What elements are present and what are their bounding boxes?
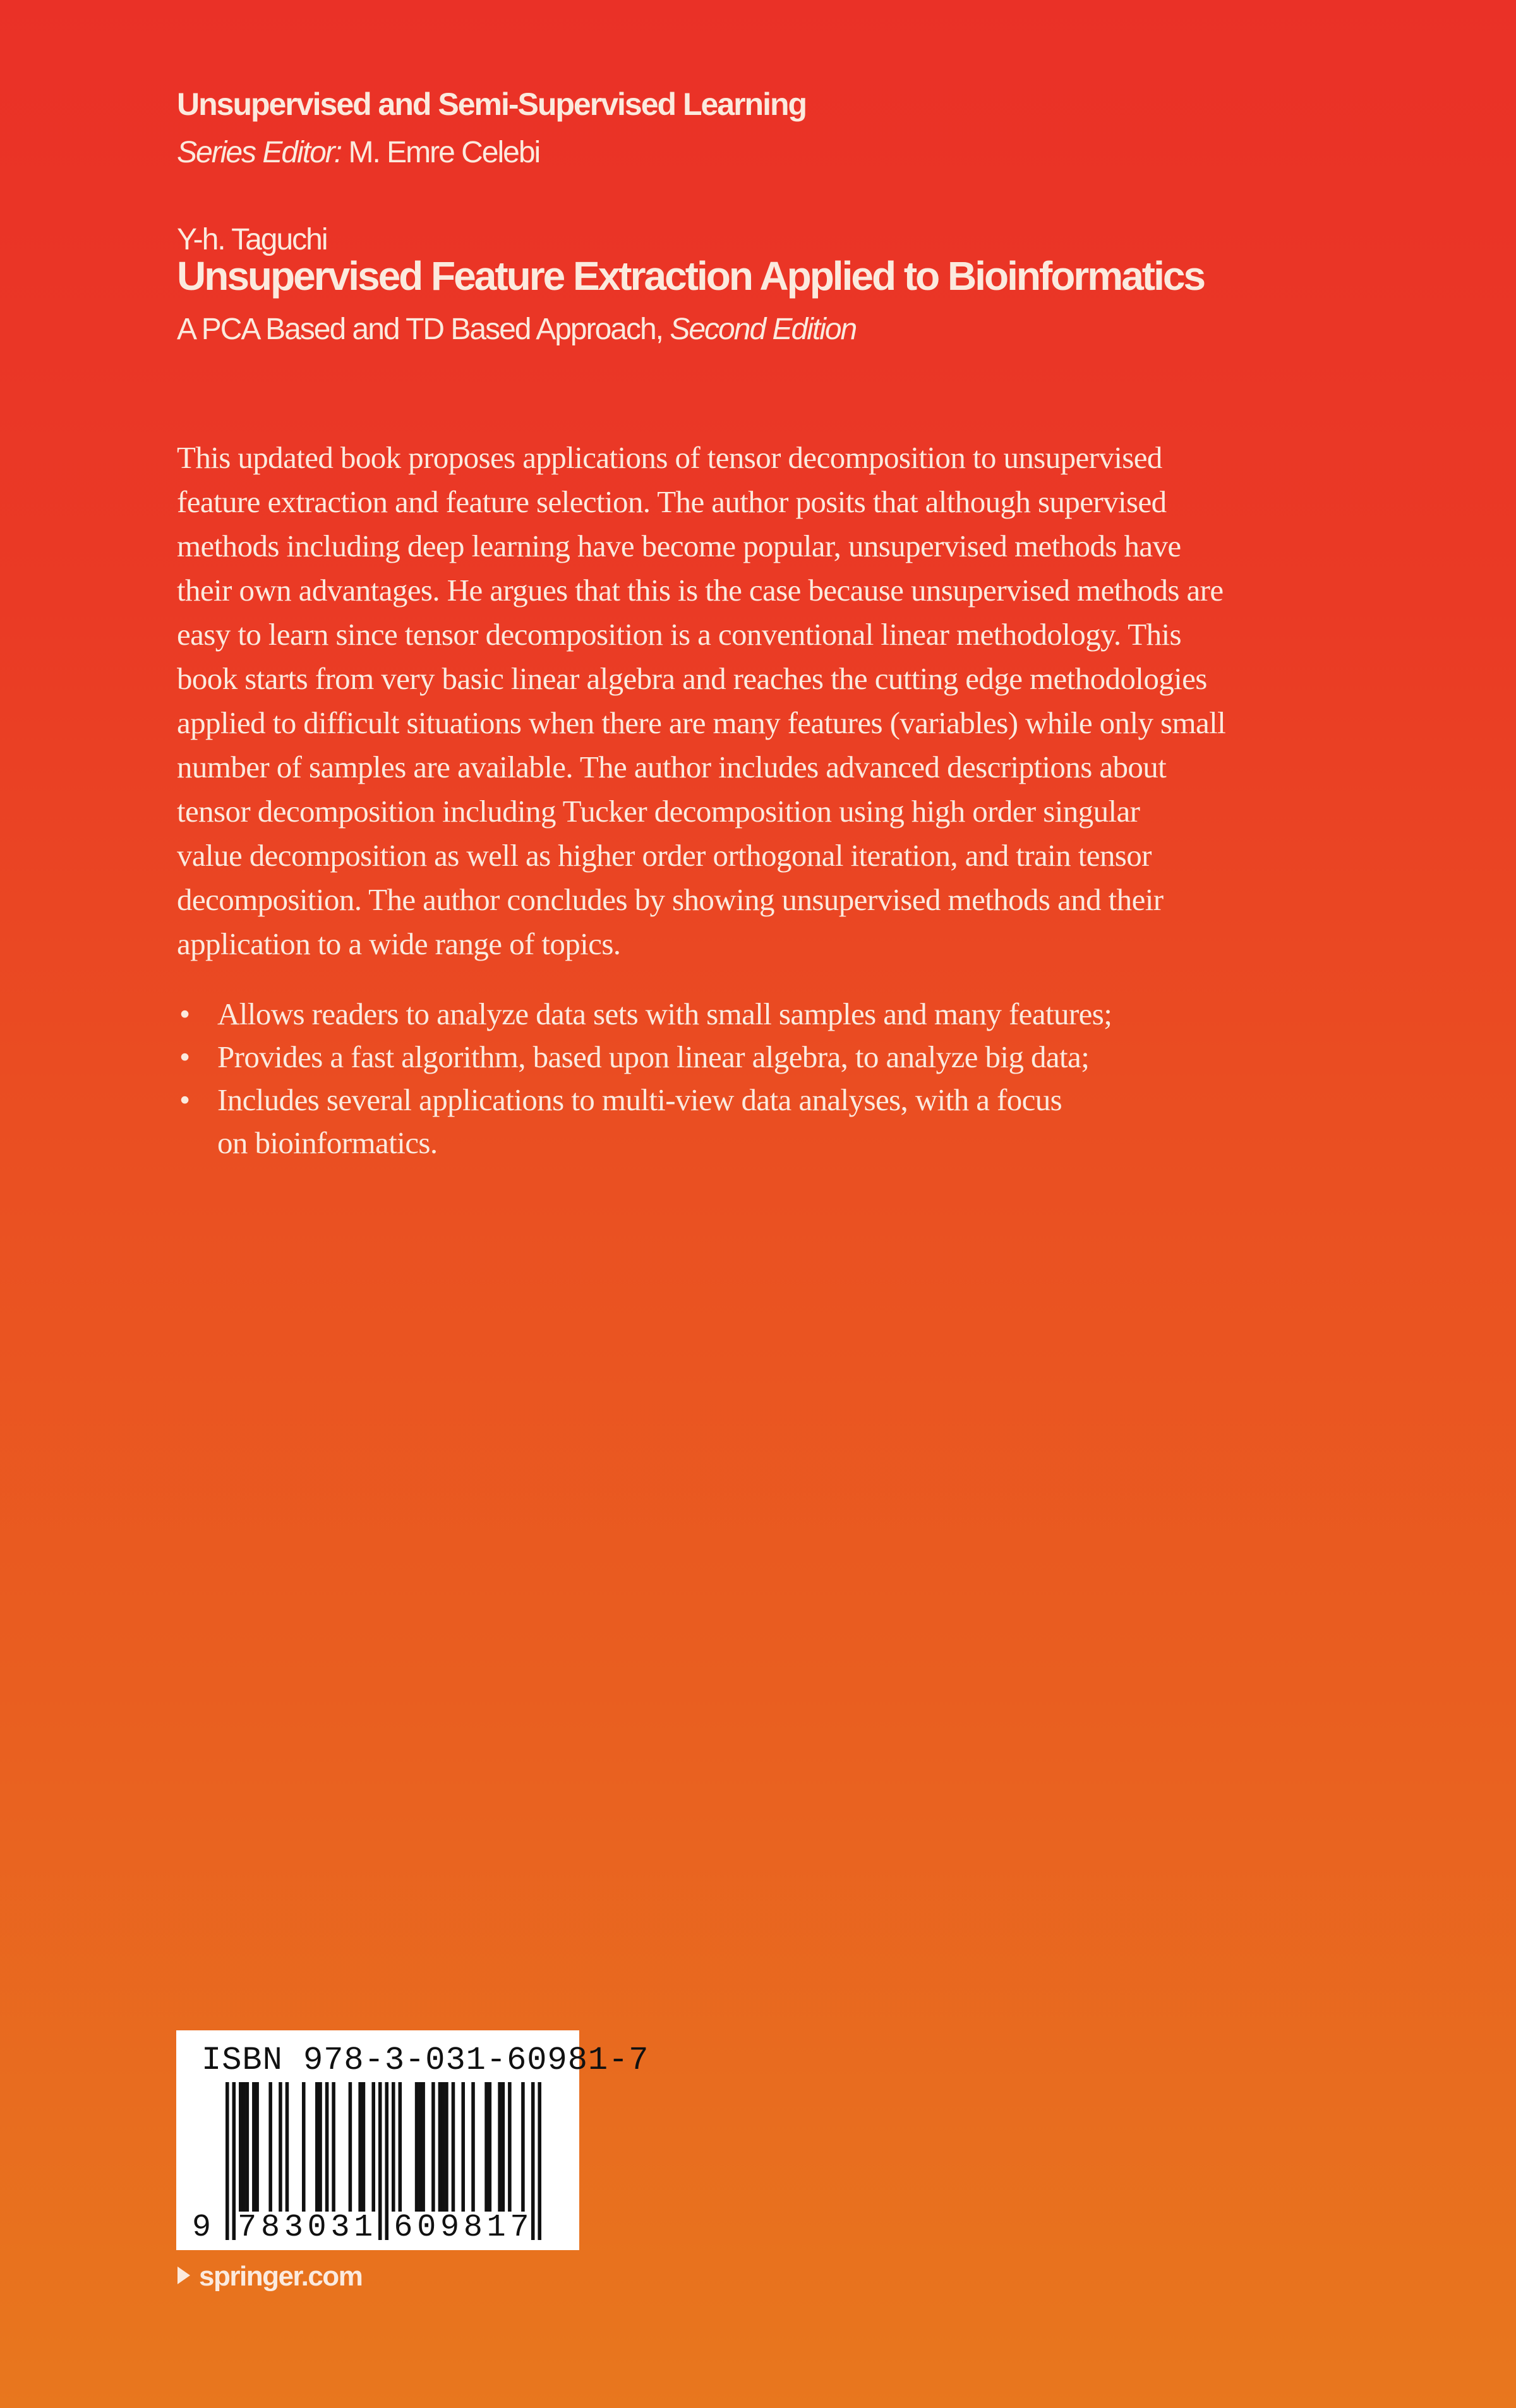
description-line: value decomposition as well as higher order orthogonal iteration, and train tensor: [177, 838, 1152, 873]
barcode-digit: 8: [261, 2210, 280, 2246]
bullet-icon: •: [179, 1082, 190, 1117]
barcode-bar: [371, 2082, 375, 2212]
barcode-bar: [531, 2082, 535, 2240]
description-line: book starts from very basic linear algebra and reaches the cutting edge methodologies: [177, 661, 1207, 696]
barcode-bar: [498, 2082, 502, 2212]
barcode-bar: [349, 2082, 352, 2212]
barcode-bar: [242, 2082, 246, 2212]
bullet-item: [177, 1079, 1112, 1165]
barcode-digit: 3: [284, 2210, 303, 2246]
book-title: Unsupervised Feature Extraction Applied to Bioinformatics: [177, 253, 1205, 299]
barcode-bar: [232, 2082, 236, 2240]
barcode-bar: [286, 2082, 289, 2212]
description-line: applied to difficult situations when there are many features (variables) while only small: [177, 705, 1226, 740]
barcode-bar: [438, 2082, 442, 2212]
bullet-item: [177, 1036, 1112, 1079]
barcode-digit: 3: [330, 2210, 350, 2246]
description-line: This updated book proposes applications of tensor decomposition to unsupervised: [177, 440, 1162, 475]
bullet-item: [177, 993, 1112, 1036]
barcode-digit: 0: [307, 2210, 327, 2246]
barcode-bars: [176, 2030, 579, 2250]
series-editor-name: M. Emre Celebi: [348, 136, 540, 169]
barcode-digit: 1: [486, 2210, 506, 2246]
barcode-digit: 6: [394, 2210, 413, 2246]
barcode-bar: [521, 2082, 525, 2212]
description-line: tensor decomposition including Tucker decomposition using high order singular: [177, 794, 1140, 829]
barcode-digit: 9: [440, 2210, 460, 2246]
barcode-bar: [421, 2082, 425, 2212]
barcode-bar: [255, 2082, 259, 2212]
barcode-bar: [239, 2082, 243, 2212]
bullet-text: Includes several applications to multi-view data analyses, with a focus: [217, 1082, 1062, 1117]
feature-bullets: [177, 993, 1112, 1165]
barcode-bar: [226, 2082, 229, 2240]
description-line: application to a wide range of topics.: [177, 926, 621, 961]
subtitle-text: A PCA Based and TD Based Approach,: [177, 313, 663, 346]
barcode-bar: [318, 2082, 322, 2212]
barcode-bar: [431, 2082, 435, 2212]
barcode-bar: [399, 2082, 402, 2212]
barcode-digit: 1: [354, 2210, 373, 2246]
barcode-bar: [452, 2082, 455, 2212]
barcode-bar: [442, 2082, 445, 2212]
book-subtitle: [177, 312, 856, 347]
barcode-bar: [445, 2082, 448, 2212]
isbn-barcode: [176, 2030, 649, 2250]
barcode-bar: [325, 2082, 329, 2212]
description-line: methods including deep learning have become popular, unsupervised methods have: [177, 529, 1181, 563]
description: [177, 436, 1225, 966]
barcode-bar: [484, 2082, 488, 2212]
publisher-link-text[interactable]: springer.com: [199, 2261, 363, 2292]
barcode-bar: [488, 2082, 492, 2212]
description-line: decomposition. The author concludes by showing unsupervised methods and their: [177, 882, 1164, 917]
barcode-bar: [302, 2082, 306, 2212]
barcode-bar: [538, 2082, 541, 2240]
bullet-text: on bioinformatics.: [217, 1125, 438, 1160]
barcode-bar: [279, 2082, 282, 2212]
barcode-bar: [246, 2082, 250, 2212]
description-line: number of samples are available. The author includes advanced descriptions about: [177, 750, 1167, 784]
author: Y-h. Taguchi: [177, 223, 327, 256]
bullet-icon: •: [179, 1039, 190, 1074]
barcode-digit: 7: [510, 2210, 529, 2246]
barcode-bar: [508, 2082, 512, 2212]
bullet-icon: •: [179, 997, 190, 1031]
barcode-bar: [358, 2082, 362, 2212]
description-line: their own advantages. He argues that this is the case because unsupervised methods are: [177, 573, 1224, 608]
isbn-text: ISBN 978-3-031-60981-7: [202, 2042, 649, 2079]
barcode-bar: [332, 2082, 335, 2212]
series-title: Unsupervised and Semi-Supervised Learning: [177, 87, 807, 122]
series-editor: [177, 135, 539, 170]
publisher-link[interactable]: [177, 2261, 362, 2292]
barcode-digit: 0: [417, 2210, 436, 2246]
barcode-digit: 7: [238, 2210, 257, 2246]
barcode-bar: [378, 2082, 382, 2240]
arrow-right-icon: [177, 2267, 190, 2284]
barcode-bar: [362, 2082, 366, 2212]
barcode-bar: [415, 2082, 419, 2212]
edition: Second Edition: [670, 313, 857, 346]
barcode-bar: [392, 2082, 395, 2212]
barcode-bar: [268, 2082, 272, 2212]
barcode-bar: [315, 2082, 319, 2212]
barcode-bar: [418, 2082, 422, 2212]
barcode-bar: [385, 2082, 388, 2240]
bullet-text: Allows readers to analyze data sets with small samples and many features;: [217, 997, 1112, 1031]
barcode-digit: 8: [463, 2210, 483, 2246]
barcode-bar: [471, 2082, 475, 2212]
barcode-digit: 9: [191, 2210, 212, 2246]
description-line: easy to learn since tensor decomposition is a conventional linear methodology. This: [177, 617, 1181, 652]
barcode-bar: [461, 2082, 465, 2212]
bullet-text: Provides a fast algorithm, based upon linear algebra, to analyze big data;: [217, 1039, 1090, 1074]
series-editor-label: Series Editor:: [177, 136, 342, 169]
barcode-bar: [252, 2082, 256, 2212]
description-line: feature extraction and feature selection. The author posits that although supervised: [177, 484, 1167, 519]
barcode-bar: [502, 2082, 505, 2212]
